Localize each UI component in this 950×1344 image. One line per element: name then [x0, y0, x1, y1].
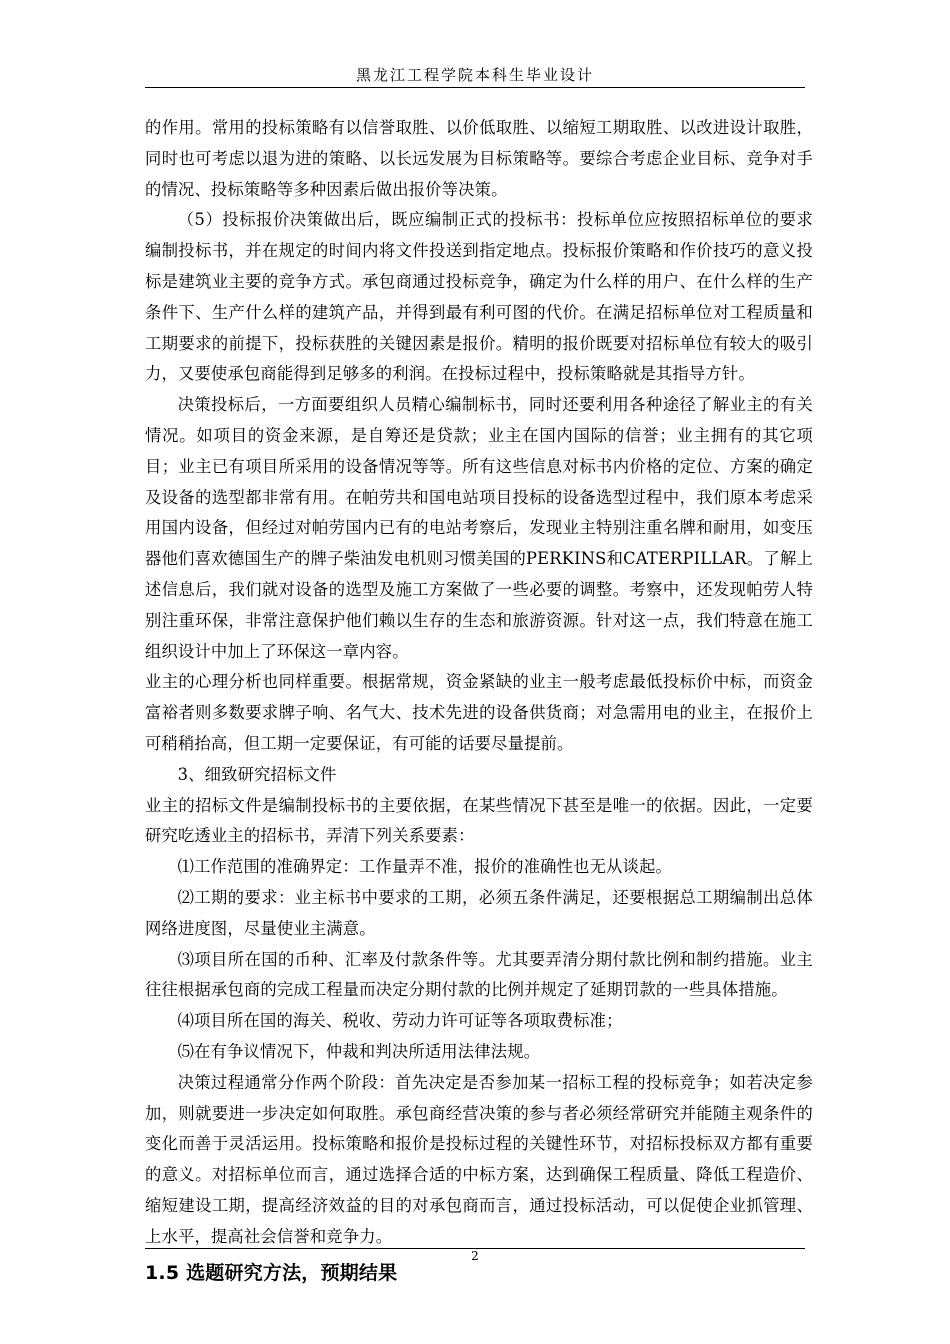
list-item: ⑷项目所在国的海关、税收、劳动力许可证等各项取费标准；: [177, 1011, 623, 1031]
sub-heading: 3、细致研究招标文件: [177, 764, 337, 784]
list-item: ⑶项目所在国的币种、汇率及付款条件等。尤其要弄清分期付款比例和制约措施。业主往往根据承包商的完成工程量而决定分期付款的比例并规定了延期罚款的一些具体措施。: [145, 949, 813, 1000]
page-header: 黑龙江工程学院本科生毕业设计: [355, 66, 594, 84]
list-item: ⑸在有争议情况下，仲裁和判决所适用法律法规。: [177, 1041, 541, 1061]
paragraph: 决策投标后，一方面要组织人员精心编制标书，同时还要利用各种途径了解业主的有关情况。如项目的资金来源，是自筹还是贷款；业主在国内国际的信誉；业主拥有的其它项目；业主已有项目所采用的设备情况等等。所有这些信息对标书内价格的定位、方案的确定及设备的选型都非常有用。在帕劳共和国电站项目投标的设备选型过程中，我们原本考虑采用国内设备，但经过对帕劳国内已有的电站考察后，发现业主特别注重名牌和耐用，如变压器他们喜欢德国生产的牌子柴油发电机则习惯美国的PERKINS和CATERPILLAR。了解上述信息后，我们就对设备的选型及施工方案做了一些必要的调整。考察中，还发现帕劳人特别注重环保，非常注意保护他们赖以生存的生态和旅游资源。针对这一点，我们特意在施工组织设计中加上了环保这一章内容。: [145, 395, 813, 661]
list-item: ⑵工期的要求：业主标书中要求的工期，必须五条件满足，还要根据总工期编制出总体网络进度图，尽量使业主满意。: [145, 887, 813, 938]
paragraph: 的作用。常用的投标策略有以信誉取胜、以价低取胜、以缩短工期取胜、以改进设计取胜，同时也可考虑以退为进的策略、以长远发展为目标策略等。要综合考虑企业目标、竞争对手的情况、投标策略等多种因素后做出报价等决策。: [145, 118, 813, 199]
paragraph: 业主的招标文件是编制投标书的主要依据，在某些情况下甚至是唯一的依据。因此，一定要研究吃透业主的招标书，弄清下列关系要素：: [145, 795, 813, 846]
section-heading: 1.5 选题研究方法，预期结果: [145, 1262, 398, 1285]
list-item: ⑴工作范围的准确界定：工作量弄不准，报价的准确性也无从谈起。: [177, 857, 673, 877]
paragraph: 业主的心理分析也同样重要。根据常规，资金紧缺的业主一般考虑最低投标价中标，而资金富裕者则多数要求牌子响、名气大、技术先进的设备供货商；对急需用电的业主，在报价上可稍稍抬高，但工期一定要保证，有可能的话要尽量提前。: [145, 672, 813, 753]
paragraph: 决策过程通常分作两个阶段：首先决定是否参加某一招标工程的投标竞争；如若决定参加，则就要进一步决定如何取胜。承包商经营决策的参与者必须经常研究并能随主观条件的变化而善于灵活运用。投标策略和报价是投标过程的关键性环节，对招标投标双方都有重要的意义。对招标单位而言，通过选择合适的中标方案，达到确保工程质量、降低工程造价、缩短建设工期，提高经济效益的目的对承包商而言，通过投标活动，可以促使企业抓管理、上水平，提高社会信誉和竞争力。: [145, 1072, 813, 1246]
paragraph: （5）投标报价决策做出后，既应编制正式的投标书：投标单位应按照招标单位的要求编制投标书，并在规定的时间内将文件投送到指定地点。投标报价策略和作价技巧的意义投标是建筑业主要的竞争方式。承包商通过投标竞争，确定为什么样的用户、在什么样的生产条件下、生产什么样的建筑产品，并得到最有利可图的代价。在满足招标单位对工程质量和工期要求的前提下，投标获胜的关键因素是报价。精明的报价既要对招标单位有较大的吸引力，又要使承包商能得到足够多的利润。在投标过程中，投标策略就是其指导方针。: [145, 210, 813, 384]
document-body: [145, 113, 813, 1290]
header-rule: [145, 87, 805, 88]
page-number: 2: [471, 1249, 479, 1263]
